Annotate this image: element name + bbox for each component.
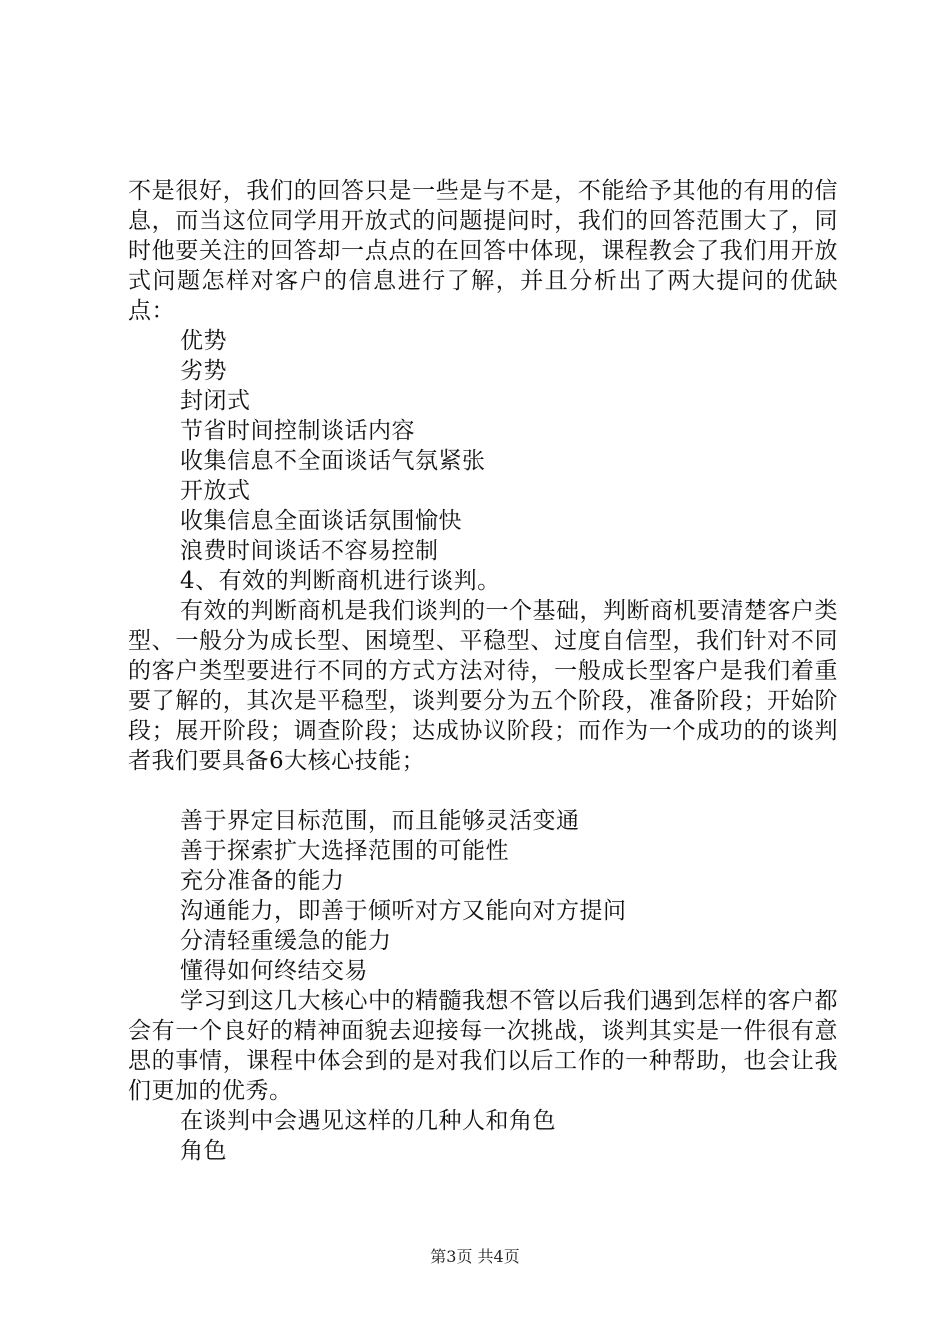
list-item: 善于探索扩大选择范围的可能性 (180, 838, 509, 864)
list-item: 沟通能力，即善于倾听对方又能向对方提问 (180, 898, 627, 924)
paragraph-1: 不是很好，我们的回答只是一些是与不是，不能给予其他的有用的信息，而当这位同学用开放式的问题提问时，我们的回答范围大了，同时他要关注的回答却一点点的在回答中体现，课程教会了我们用开放式问题怎样对客户的信息进行了解，并且分析出了两大提问的优缺点： (128, 178, 838, 324)
roles-list (128, 1106, 838, 1166)
list-item: 优势 (180, 328, 227, 354)
section-heading: 4、有效的判断商机进行谈判。 (180, 568, 501, 594)
list-item: 收集信息不全面谈话气氛紧张 (180, 448, 486, 474)
document-body (128, 176, 838, 1166)
list-item: 节省时间控制谈话内容 (180, 418, 415, 444)
list-item: 分清轻重缓急的能力 (180, 928, 392, 954)
list-item: 封闭式 (180, 388, 251, 414)
list-item: 懂得如何终结交易 (180, 958, 368, 984)
list-item: 劣势 (180, 358, 227, 384)
list-item: 充分准备的能力 (180, 868, 345, 894)
list-item: 浪费时间谈话不容易控制 (180, 538, 439, 564)
paragraph-2: 有效的判断商机是我们谈判的一个基础，判断商机要清楚客户类型、一般分为成长型、困境型、平稳型、过度自信型，我们针对不同的客户类型要进行不同的方式方法对待，一般成长型客户是我们着重要了解的，其次是平稳型，谈判要分为五个阶段，准备阶段；开始阶段；展开阶段；调查阶段；达成协议阶段；而作为一个成功的的谈判者我们要具备6大核心技能； (128, 598, 838, 774)
advantages-list (128, 326, 838, 596)
list-item: 善于界定目标范围，而且能够灵活变通 (180, 808, 580, 834)
page-number-footer: 第3页 共4页 (430, 1247, 520, 1266)
list-item: 角色 (180, 1138, 227, 1164)
core-skills-list (128, 806, 838, 986)
blank-line (128, 776, 838, 806)
list-item: 在谈判中会遇见这样的几种人和角色 (180, 1108, 556, 1134)
list-item: 收集信息全面谈话氛围愉快 (180, 508, 462, 534)
list-item: 开放式 (180, 478, 251, 504)
paragraph-3: 学习到这几大核心中的精髓我想不管以后我们遇到怎样的客户都会有一个良好的精神面貌去迎接每一次挑战，谈判其实是一件很有意思的事情，课程中体会到的是对我们以后工作的一种帮助，也会让我们更加的优秀。 (128, 988, 838, 1104)
